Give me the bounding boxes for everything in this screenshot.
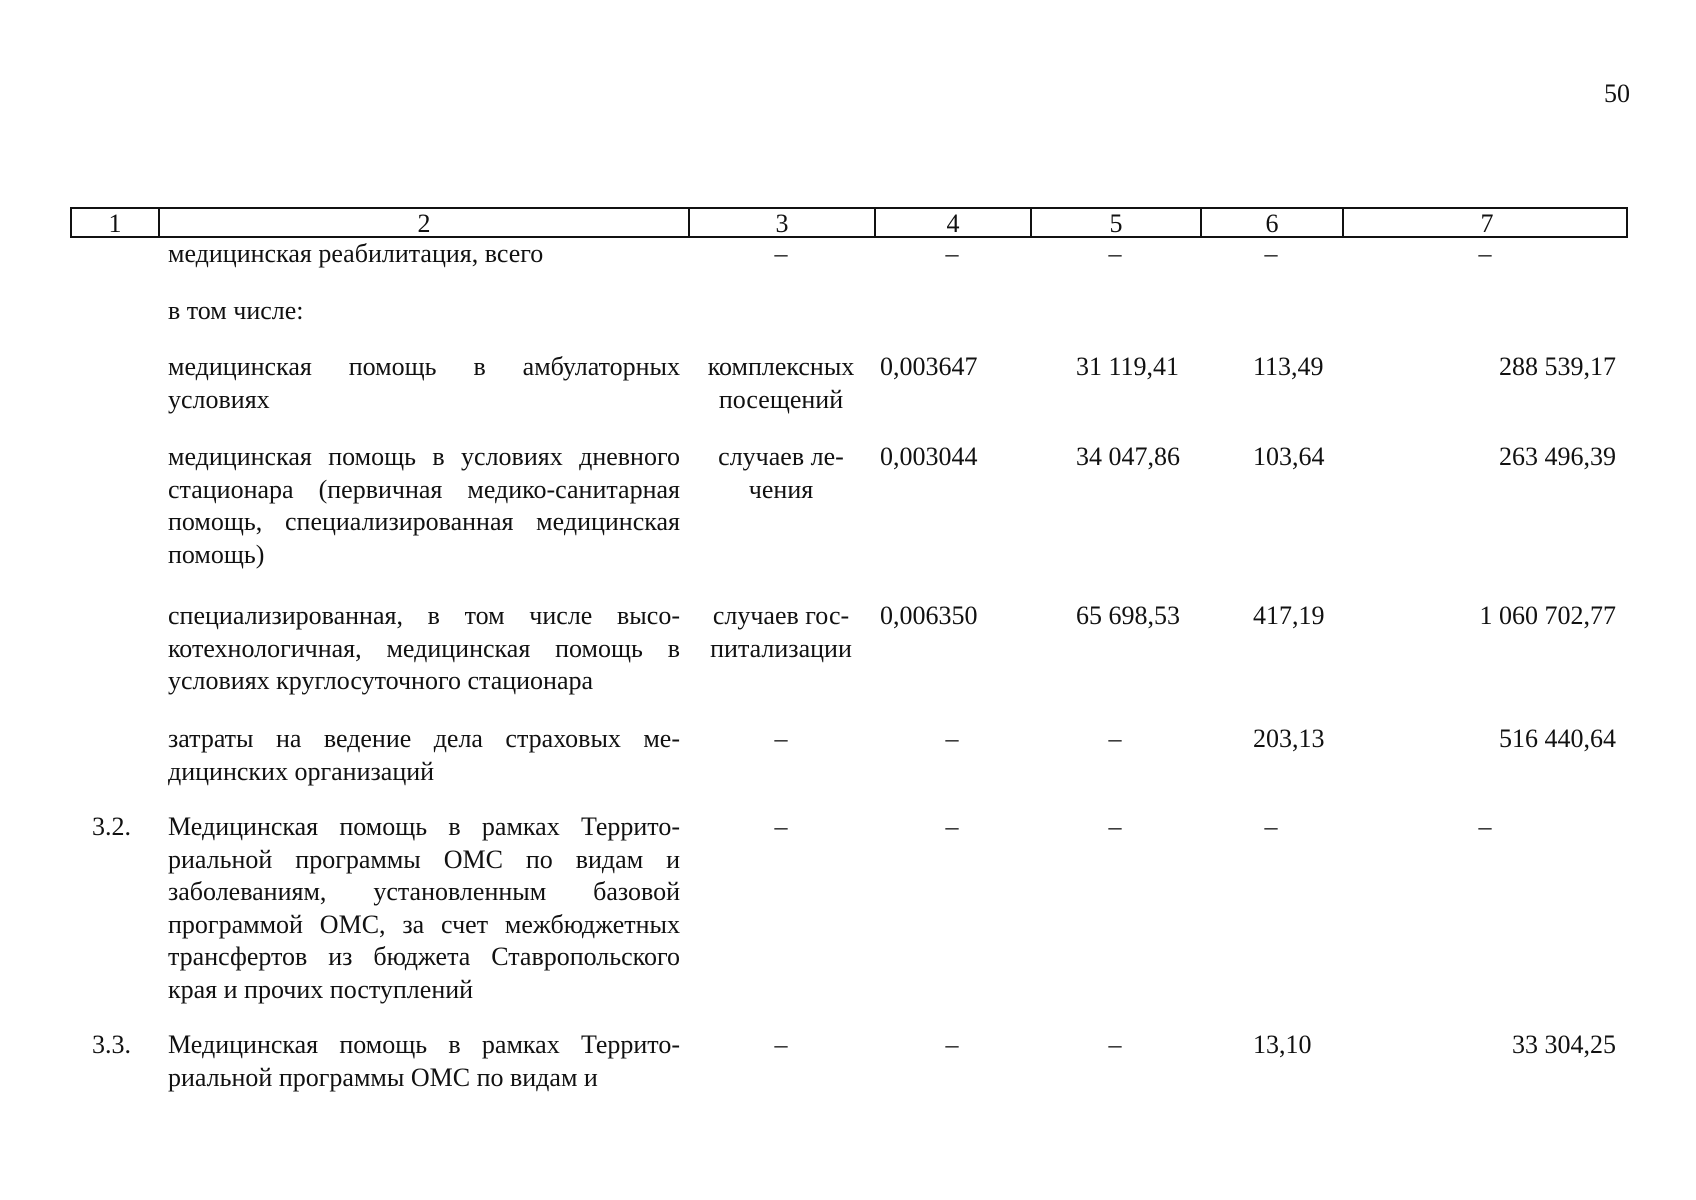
page-number: 50 <box>1604 79 1630 108</box>
row-col-7: 288 539,17 <box>1499 352 1616 381</box>
row-col-7: 1 060 702,77 <box>1479 601 1616 630</box>
table-row <box>70 600 1628 723</box>
row-description: специализированная, в том числе высокотехнологичная, медицинская помощь в условиях круглосуточного стационара <box>168 601 680 695</box>
row-col-6: – <box>1264 812 1278 841</box>
row-col-7: 263 496,39 <box>1499 442 1616 471</box>
row-description: затраты на ведение дела страховых медицинских организаций <box>168 724 680 786</box>
table-row <box>70 441 1628 600</box>
row-number: 3.3. <box>92 1030 131 1059</box>
header-col-1: 1 <box>72 209 160 238</box>
row-description: медицинская помощь в условиях дневного стационара (первичная медико-санитарная помощь, специализированная медицинская помощь) <box>168 442 680 569</box>
header-col-2: 2 <box>160 209 690 238</box>
row-col-6: 13,10 <box>1253 1030 1312 1059</box>
row-unit: – <box>774 812 788 841</box>
row-unit: – <box>774 724 788 753</box>
row-col-5: – <box>1108 724 1122 753</box>
row-col-7: – <box>1478 812 1492 841</box>
header-col-7: 7 <box>1480 209 1494 238</box>
row-col-6: 103,64 <box>1253 442 1325 471</box>
row-col-6: – <box>1264 239 1278 268</box>
row-col-5: – <box>1108 812 1122 841</box>
row-col-4: 0,006350 <box>880 601 978 630</box>
header-col-5: 5 <box>1032 209 1202 238</box>
row-col-5: – <box>1108 239 1122 268</box>
table-row <box>70 295 1628 351</box>
row-col-7: – <box>1478 239 1492 268</box>
row-description: медицинская помощь в амбулаторных условиях <box>168 352 680 414</box>
row-col-4: – <box>945 812 959 841</box>
row-col-6: 417,19 <box>1253 601 1325 630</box>
row-unit: – <box>774 1030 788 1059</box>
row-unit: комплексных посещений <box>707 352 855 414</box>
row-col-7: 33 304,25 <box>1512 1030 1616 1059</box>
row-unit: – <box>774 239 788 268</box>
table-row <box>70 723 1628 811</box>
row-description: Медицинская помощь в рамках Территориальной программы ОМС по видам и заболеваниям, установленным базовой программой ОМС, за счет межбюджетных трансфертов из бюджета Ставропольского края и прочих поступлений <box>168 812 680 1004</box>
row-unit: случаев госпитализации <box>710 601 852 663</box>
row-number: 3.2. <box>92 812 131 841</box>
row-col-4: 0,003647 <box>880 352 978 381</box>
document-table <box>70 207 1628 1099</box>
table-row <box>70 811 1628 1029</box>
table-header <box>70 207 1628 238</box>
row-col-5: – <box>1108 1030 1122 1059</box>
row-col-4: – <box>945 1030 959 1059</box>
row-description: Медицинская помощь в рамках Территориальной программы ОМС по видам и <box>168 1030 680 1092</box>
row-col-6: 203,13 <box>1253 724 1325 753</box>
row-description: в том числе: <box>168 296 304 325</box>
row-col-5: 34 047,86 <box>1076 442 1180 471</box>
table-row <box>70 238 1628 295</box>
header-col-4: 4 <box>876 209 1032 238</box>
row-description: медицинская реабилитация, всего <box>168 239 544 268</box>
row-col-5: 31 119,41 <box>1076 352 1180 381</box>
table-row <box>70 351 1628 441</box>
row-col-5: 65 698,53 <box>1076 601 1180 630</box>
row-unit: случаев лечения <box>718 442 844 504</box>
table-row <box>70 1029 1628 1099</box>
row-col-7: 516 440,64 <box>1499 724 1616 753</box>
row-col-4: – <box>945 724 959 753</box>
row-col-4: – <box>945 239 959 268</box>
header-col-3: 3 <box>690 209 876 238</box>
row-col-4: 0,003044 <box>880 442 978 471</box>
header-col-6: 6 <box>1202 209 1344 238</box>
row-col-6: 113,49 <box>1253 352 1324 381</box>
